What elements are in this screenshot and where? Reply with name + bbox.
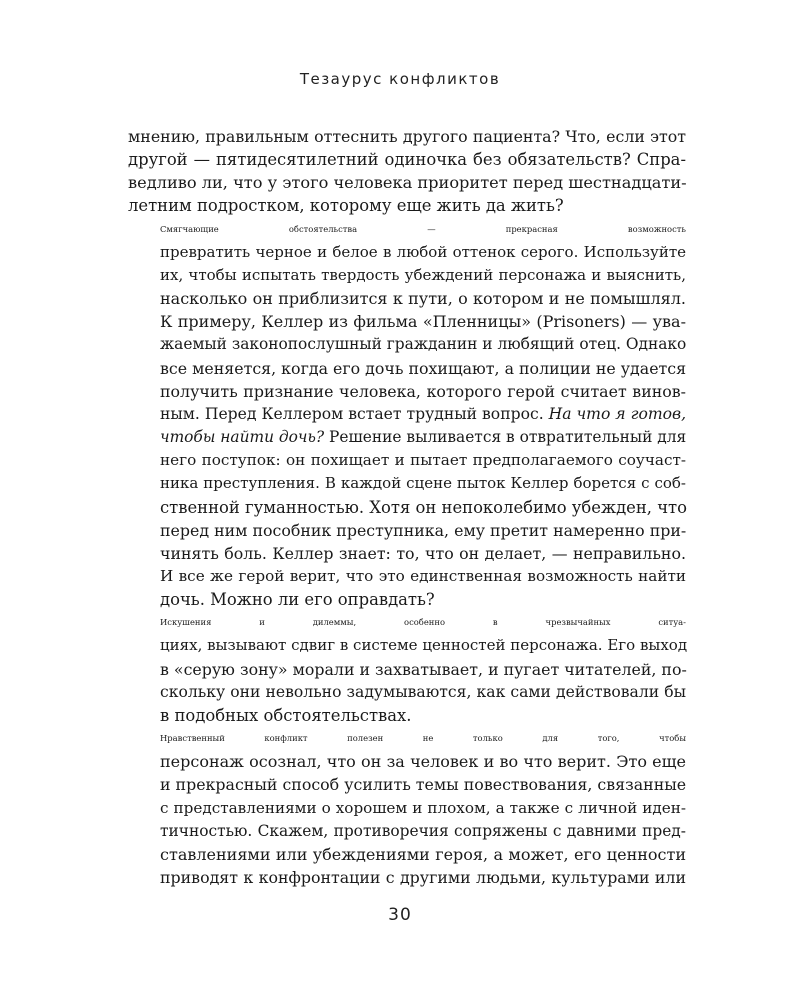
italic-question-part-2: чтобы найти дочь? — [160, 428, 325, 447]
text-line: мнению, правильным оттеснить другого пациента? Что, если этот — [128, 127, 686, 146]
text-line: него поступок: он похищает и пытает предполагаемого соучаст- — [160, 451, 686, 470]
text-line: в «серую зону» морали и захватывает, и пугает читателей, по- — [160, 659, 687, 679]
text-line: в подобных обстоятельствах. — [160, 705, 412, 725]
text-line: Смягчающие обстоятельства — прекрасная возможность — [160, 223, 686, 234]
text-segment: ным. Перед Келлером встает трудный вопрос. — [160, 404, 549, 423]
text-line: дочь. Можно ли его оправдать? — [160, 590, 435, 610]
body-text — [128, 125, 686, 889]
text-line: все меняется, когда его дочь похищают, а полиции не удается — [160, 358, 687, 378]
text-line: чинять боль. Келлер знает: то, что он делает, — неправильно. — [160, 543, 686, 563]
text-line: получить признание человека, которого герой считает винов- — [160, 381, 686, 401]
text-line: циях, вызывают сдвиг в системе ценностей персонажа. Его выход — [160, 636, 688, 655]
text-line: другой — пятидесятилетний одиночка без обязательств? Спра- — [128, 150, 686, 170]
text-line: тичностью. Скажем, противоречия сопряжены с давними пред- — [160, 821, 686, 840]
text-line: приводят к конфронтации с другими людьми, культурами или — [160, 868, 686, 887]
running-header: Тезаурус конфликтов — [299, 70, 501, 88]
text-line: ника преступления. В каждой сцене пыток Келлер борется с соб- — [160, 474, 686, 493]
text-line: с представлениями о хорошем и плохом, а также с личной иден- — [160, 798, 686, 817]
text-line: ведливо ли, что у этого человека приоритет перед шестнадцати- — [128, 173, 687, 193]
text-line: превратить черное и белое в любой оттенок серого. Используйте — [160, 242, 686, 261]
paragraph-2 — [128, 218, 686, 612]
text-line: перед ним пособник преступника, ему претит намеренно при- — [160, 520, 687, 540]
paragraph-3 — [128, 611, 686, 727]
page-number: 30 — [388, 905, 412, 925]
text-line: И все же герой верит, что это единственная возможность найти — [160, 566, 686, 585]
text-line: и прекрасный способ усилить темы повествования, связанные — [160, 775, 687, 795]
text-line: их, чтобы испытать твердость убеждений персонажа и выяснить, — [160, 265, 686, 284]
text-line: ставлениями или убеждениями героя, а может, его ценности — [160, 844, 686, 864]
text-line: Нравственный конфликт полезен не только для того, чтобы — [160, 733, 686, 744]
text-line: ственной гуманностью. Хотя он непоколебимо убежден, что — [160, 497, 687, 517]
text-line: Искушения и дилеммы, особенно в чрезвычайных ситуа- — [160, 617, 686, 628]
italic-question-part-1: На что я готов, — [548, 404, 687, 423]
text-line-mixed — [128, 426, 686, 449]
text-line: жаемый законопослушный гражданин и любящий отец. Однако — [160, 335, 687, 354]
paragraph-4 — [128, 727, 686, 889]
text-line: К примеру, Келлер из фильма «Пленницы» (Prisoners) — ува- — [160, 312, 686, 332]
text-line: скольку они невольно задумываются, как сами действовали бы — [160, 682, 686, 701]
text-line-mixed — [128, 403, 686, 426]
text-segment: Решение выливается в отвратительный для — [329, 428, 687, 447]
text-line: летним подростком, которому еще жить да жить? — [128, 196, 564, 216]
paragraph-1 — [128, 125, 686, 218]
text-line: персонаж осознал, что он за человек и во что верит. Это еще — [160, 752, 686, 772]
text-line: насколько он приблизится к пути, о котором и не помышлял. — [160, 289, 686, 309]
